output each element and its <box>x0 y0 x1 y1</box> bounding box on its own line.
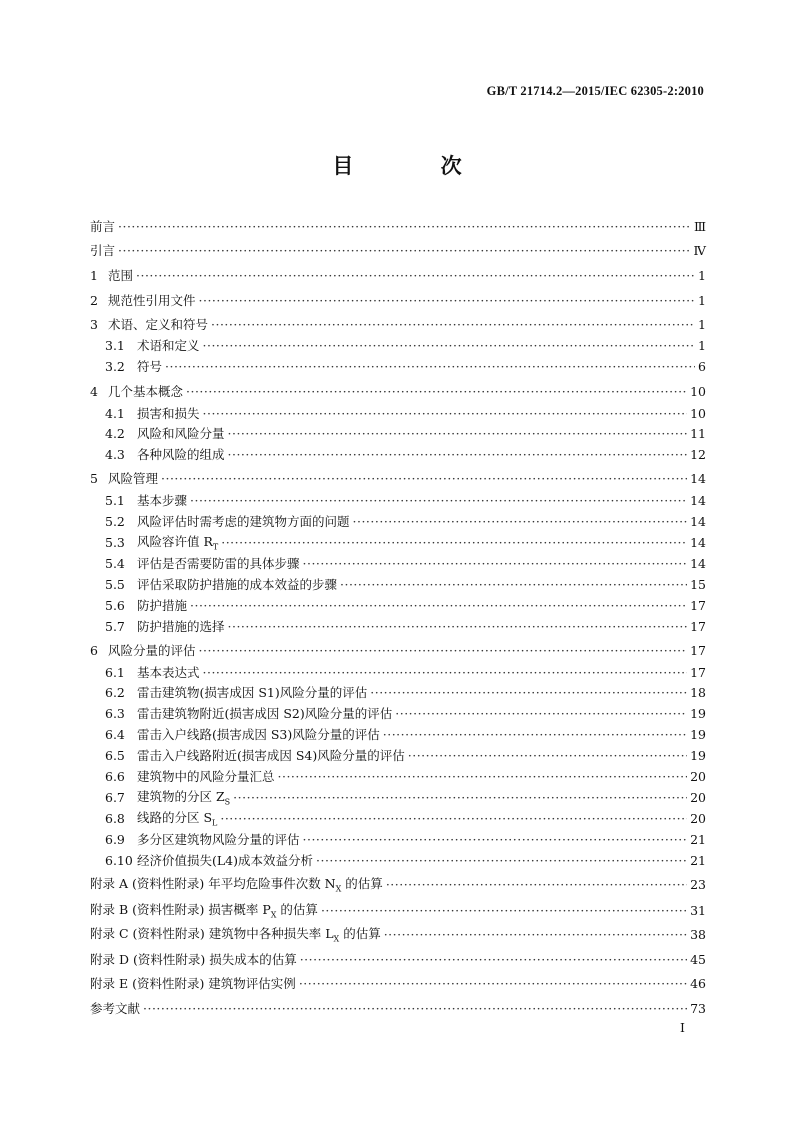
toc-leader-dots <box>299 976 687 991</box>
toc-entry-title <box>137 683 367 701</box>
toc-entry-title <box>108 266 133 284</box>
toc-entry <box>90 949 706 969</box>
toc-leader-dots <box>143 1001 687 1016</box>
toc-entry-title <box>137 767 275 785</box>
toc-entry-title <box>137 404 200 422</box>
toc-entry-title <box>108 291 196 309</box>
toc-entry-title <box>137 491 187 509</box>
toc-entry-title-text: 建筑物的分区 Z <box>137 789 225 805</box>
toc-leader-dots <box>190 493 687 508</box>
toc-leader-dots <box>203 406 688 421</box>
toc-entry-title <box>108 469 158 487</box>
toc-leader-dots <box>353 514 688 529</box>
toc-entry-title-text: 风险容许值 R <box>137 534 213 550</box>
toc-entry-title-text: 经济价值损失(L4)成本效益分析 <box>137 853 314 868</box>
toc-page-number: 15 <box>690 576 706 592</box>
toc-page-number: 17 <box>690 618 706 634</box>
toc-entry <box>90 973 706 993</box>
toc-entry <box>90 574 706 594</box>
toc-entry-title <box>108 641 196 659</box>
toc-leader-dots <box>278 769 688 784</box>
toc-entry-title <box>137 424 225 442</box>
toc-page-number: 12 <box>690 446 706 462</box>
toc-entry <box>90 216 706 236</box>
toc-entry <box>90 490 706 510</box>
toc-entry-title-text: 风险分量的评估 <box>108 643 196 658</box>
toc-entry-title <box>90 874 383 894</box>
toc-leader-dots <box>165 359 695 374</box>
toc-leader-dots <box>408 748 687 763</box>
toc-entry-subscript: X <box>335 884 342 894</box>
toc-entry-title <box>137 512 350 530</box>
toc-entry-number: 2 <box>90 292 98 308</box>
toc-entry-title <box>137 336 200 354</box>
toc-entry <box>90 423 706 443</box>
toc-page-number: 19 <box>690 747 706 763</box>
toc-entry <box>90 703 706 723</box>
toc-entry-number: 5.4 <box>105 555 125 571</box>
toc-entry-title <box>137 851 313 869</box>
toc-entry-title <box>137 575 337 593</box>
toc-entry-title-text: 评估是否需要防雷的具体步骤 <box>137 556 300 571</box>
toc-entry-number: 3.1 <box>105 337 125 353</box>
toc-entry-title-text: 各种风险的组成 <box>137 447 225 462</box>
toc-leader-dots <box>228 619 688 634</box>
toc-entry-number: 6.8 <box>105 810 125 826</box>
toc-leader-dots <box>161 471 687 486</box>
toc-leader-dots <box>118 243 690 258</box>
toc-entry-title-text: 防护措施的选择 <box>137 619 225 634</box>
toc-leader-dots <box>203 665 688 680</box>
toc-entry-title <box>90 950 297 968</box>
toc-entry <box>90 874 706 894</box>
toc-leader-dots <box>220 811 687 826</box>
toc-entry <box>90 662 706 682</box>
toc-entry <box>90 468 706 488</box>
toc-entry-number: 6.5 <box>105 747 125 763</box>
toc-entry-number: 5.5 <box>105 576 125 592</box>
toc-entry-title-text: 雷击建筑物(损害成因 S1)风险分量的评估 <box>137 685 368 700</box>
toc-leader-dots <box>228 426 688 441</box>
toc-leader-dots <box>186 384 687 399</box>
toc-page-number: 10 <box>690 383 706 399</box>
toc-entry <box>90 444 706 464</box>
toc-page-number: 1 <box>698 337 706 353</box>
toc-entry-number: 5.6 <box>105 597 125 613</box>
toc-entry <box>90 314 706 334</box>
toc-entry-number: 6.6 <box>105 768 125 784</box>
toc-entry-title <box>137 617 225 635</box>
toc-page-number: 14 <box>690 470 706 486</box>
toc-page-number: 45 <box>690 951 706 967</box>
toc-entry-number: 6 <box>90 642 98 658</box>
toc-entry-number: 4.2 <box>105 425 125 441</box>
toc-entry-title-text: 附录 B (资料性附录) 损害概率 P <box>90 902 271 918</box>
toc-entry-number: 5.2 <box>105 513 125 529</box>
toc-entry-subscript: X <box>270 910 277 920</box>
toc-entry <box>90 787 706 807</box>
toc-entry-title <box>137 445 225 463</box>
toc-leader-dots <box>199 643 688 658</box>
toc-entry-title-text: 范围 <box>108 268 134 283</box>
toc-leader-dots <box>233 790 687 805</box>
toc-entry-title <box>108 315 208 333</box>
toc-leader-dots <box>383 727 687 742</box>
toc-entry-title-text: 雷击入户线路附近(损害成因 S4)风险分量的评估 <box>137 748 405 763</box>
toc-entry-title <box>137 704 392 722</box>
toc-entry-title-text: 雷击建筑物附近(损害成因 S2)风险分量的评估 <box>137 706 393 721</box>
toc-page-number: 14 <box>690 513 706 529</box>
toc-entry-title-text: 风险和风险分量 <box>137 426 225 441</box>
toc-leader-dots <box>316 853 687 868</box>
toc-entry <box>90 356 706 376</box>
toc-entry <box>90 766 706 786</box>
toc-entry-title <box>137 808 217 828</box>
toc-entry-subscript: T <box>212 542 219 552</box>
toc-entry-number: 5 <box>90 470 98 486</box>
toc-entry-title <box>137 787 230 807</box>
toc-entry-number: 6.9 <box>105 831 125 847</box>
toc-entry <box>90 290 706 310</box>
toc-entry-title-text: 防护措施 <box>137 598 188 613</box>
toc-entry-number: 5.3 <box>105 534 125 550</box>
toc-entry <box>90 682 706 702</box>
toc-page-number: 46 <box>690 975 706 991</box>
toc-entry-title <box>137 663 200 681</box>
toc-entry-number: 6.2 <box>105 684 125 700</box>
toc-entry-title <box>90 241 115 259</box>
toc-entry <box>90 511 706 531</box>
toc-entry <box>90 640 706 660</box>
toc-page-number: 19 <box>690 726 706 742</box>
toc-entry-title-text: 前言 <box>90 219 116 234</box>
toc-entry-title <box>137 532 218 552</box>
toc-entry <box>90 532 706 552</box>
toc-entry-title-suffix: 的估算 <box>276 902 318 918</box>
toc-page-number: 23 <box>690 876 706 892</box>
toc-entry <box>90 335 706 355</box>
toc-leader-dots <box>386 877 687 892</box>
toc-entry-title-text: 参考文献 <box>90 1001 141 1016</box>
toc-page-number: 1 <box>698 316 706 332</box>
toc-leader-dots <box>340 577 687 592</box>
toc-page-number: 1 <box>698 267 706 283</box>
toc-entry <box>90 745 706 765</box>
toc-entry-title-text: 基本表达式 <box>137 665 200 680</box>
toc-entry-title <box>90 999 140 1017</box>
toc-page-number: 17 <box>690 597 706 613</box>
toc-leader-dots <box>211 317 695 332</box>
toc-entry-title-text: 风险评估时需考虑的建筑物方面的问题 <box>137 514 350 529</box>
toc-entry-number: 3.2 <box>105 358 125 374</box>
toc-page-number: 17 <box>690 642 706 658</box>
toc-page-number: 20 <box>690 789 706 805</box>
toc-page-number: 31 <box>690 902 706 918</box>
toc-leader-dots <box>395 706 687 721</box>
toc-entry-title <box>108 382 183 400</box>
toc-leader-dots <box>118 219 691 234</box>
toc-leader-dots <box>303 832 688 847</box>
toc-entry <box>90 381 706 401</box>
toc-entry-number: 6.3 <box>105 705 125 721</box>
toc-entry-number: 4 <box>90 383 98 399</box>
toc-entry-title-text: 规范性引用文件 <box>108 293 196 308</box>
toc-entry-number: 3 <box>90 316 98 332</box>
toc-entry-number: 4.1 <box>105 405 125 421</box>
toc-entry-title-text: 几个基本概念 <box>108 384 184 399</box>
toc-entry-title-text: 雷击入户线路(损害成因 S3)风险分量的评估 <box>137 727 380 742</box>
toc-page-number: 1 <box>698 292 706 308</box>
toc-page-number: 17 <box>690 664 706 680</box>
toc-entry-number: 6.7 <box>105 789 125 805</box>
toc-entry-title <box>137 746 405 764</box>
toc-entry-title <box>137 830 300 848</box>
toc-page-number: 73 <box>690 1000 706 1016</box>
toc-entry-title-text: 附录 C (资料性附录) 建筑物中各种损失率 L <box>90 926 334 942</box>
toc-entry <box>90 850 706 870</box>
toc-page-number: 21 <box>690 831 706 847</box>
toc-entry-title-suffix: 的估算 <box>339 926 381 942</box>
toc-page-number: 21 <box>690 852 706 868</box>
toc-entry-title-text: 建筑物中的风险分量汇总 <box>137 769 275 784</box>
toc-entry <box>90 240 706 260</box>
toc-leader-dots <box>370 685 687 700</box>
toc-entry-title-text: 基本步骤 <box>137 493 188 508</box>
toc-entry-subscript: S <box>224 797 231 807</box>
toc-entry-subscript: L <box>212 818 218 828</box>
toc-entry-title <box>137 596 187 614</box>
toc-entry-title-text: 多分区建筑物风险分量的评估 <box>137 832 300 847</box>
toc-entry-title <box>90 924 381 944</box>
toc-page-number: 6 <box>698 358 706 374</box>
toc-entry-subscript: X <box>333 934 340 944</box>
toc-entry <box>90 553 706 573</box>
toc-entry-number: 5.7 <box>105 618 125 634</box>
toc-entry-title-text: 线路的分区 S <box>137 810 213 826</box>
toc-page-number: Ⅳ <box>693 242 706 258</box>
toc-entry-number: 1 <box>90 267 98 283</box>
toc-entry-number: 6.4 <box>105 726 125 742</box>
toc-leader-dots <box>221 535 687 550</box>
toc-leader-dots <box>300 952 687 967</box>
toc-page-number: 14 <box>690 534 706 550</box>
toc-page-number: 20 <box>690 768 706 784</box>
toc-entry <box>90 924 706 944</box>
toc-entry-title <box>90 900 318 920</box>
toc-leader-dots <box>203 338 695 353</box>
toc-entry-number: 6.1 <box>105 664 125 680</box>
toc-entry <box>90 998 706 1018</box>
toc-entry <box>90 808 706 828</box>
toc-entry-title-text: 附录 A (资料性附录) 年平均危险事件次数 N <box>90 876 336 892</box>
toc-leader-dots <box>321 903 687 918</box>
toc-page-number: 20 <box>690 810 706 826</box>
toc-entry-title-suffix: 的估算 <box>341 876 383 892</box>
toc-entry-number: 5.1 <box>105 492 125 508</box>
toc-entry-title <box>90 974 296 992</box>
toc-entry-title-text: 术语和定义 <box>137 338 200 353</box>
page-number: I <box>680 1020 685 1035</box>
toc-entry <box>90 265 706 285</box>
toc-entry-title-text: 符号 <box>137 359 163 374</box>
toc-leader-dots <box>190 598 687 613</box>
toc-entry-number: 6.10 <box>105 852 133 868</box>
toc-entry <box>90 900 706 920</box>
toc-entry <box>90 616 706 636</box>
toc-entry-title <box>90 217 115 235</box>
page-title: 目 次 <box>332 153 502 178</box>
toc-page-number: 38 <box>690 926 706 942</box>
toc-entry <box>90 595 706 615</box>
toc-entry-title-text: 损害和损失 <box>137 406 200 421</box>
toc-entry <box>90 403 706 423</box>
toc-entry-title-text: 评估采取防护措施的成本效益的步骤 <box>137 577 338 592</box>
toc-entry <box>90 829 706 849</box>
toc-page-number: 14 <box>690 492 706 508</box>
toc-page-number: 14 <box>690 555 706 571</box>
toc-entry-title-text: 术语、定义和符号 <box>108 317 209 332</box>
toc-entry-title <box>137 725 380 743</box>
toc-entry-title-text: 风险管理 <box>108 471 159 486</box>
toc-entry-title-text: 引言 <box>90 243 116 258</box>
toc-leader-dots <box>228 447 688 462</box>
toc-entry <box>90 724 706 744</box>
toc-leader-dots <box>199 293 695 308</box>
toc-entry-title <box>137 357 162 375</box>
toc-entry-number: 4.3 <box>105 446 125 462</box>
toc-entry-title-text: 附录 D (资料性附录) 损失成本的估算 <box>90 952 297 967</box>
toc-entry-title-text: 附录 E (资料性附录) 建筑物评估实例 <box>90 976 296 991</box>
toc-leader-dots <box>136 268 695 283</box>
toc-page-number: 19 <box>690 705 706 721</box>
toc-entry-title <box>137 554 300 572</box>
toc-leader-dots <box>303 556 688 571</box>
document-header: GB/T 21714.2—2015/IEC 62305-2:2010 <box>486 84 704 98</box>
toc-page-number: 10 <box>690 405 706 421</box>
toc-leader-dots <box>384 927 687 942</box>
toc-page-number: Ⅲ <box>693 218 706 234</box>
toc-page-number: 11 <box>690 425 706 441</box>
toc-page-number: 18 <box>690 684 706 700</box>
